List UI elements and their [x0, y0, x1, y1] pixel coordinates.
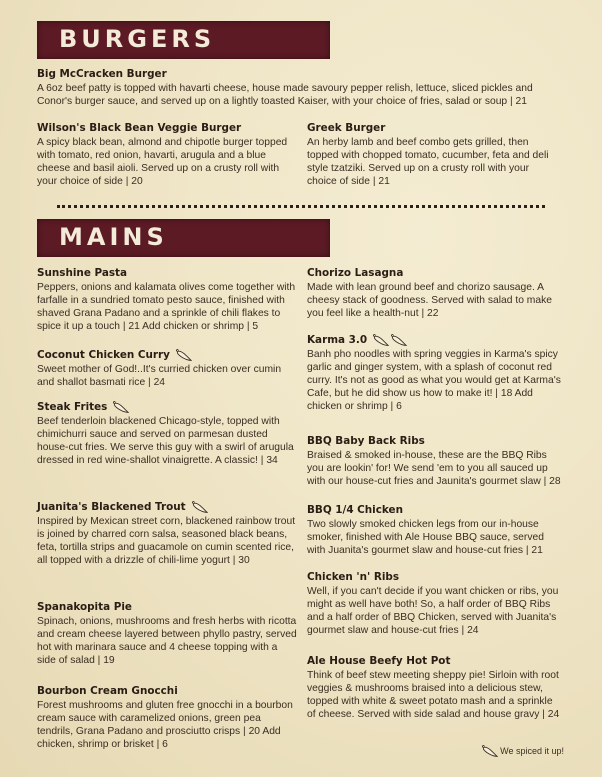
item-desc: Made with lean ground beef and chorizo sausage. A cheesy stack of goodness. Served with salad to make you feel like a health-nut | 22	[307, 282, 552, 319]
item-desc: Two slowly smoked chicken legs from our in-house smoker, finished with Ale House BBQ sauce, served with Juanita's gourmet slaw and house-cut fries | 21	[307, 519, 544, 556]
mains-banner	[37, 219, 330, 257]
chili-pepper-icon	[190, 500, 208, 514]
chili-pepper-icon	[480, 744, 498, 758]
item-desc: Think of beef stew meeting sheppy pie! Sirloin with root veggies & mushrooms braised into a delicious stew, topped with white & sweet potato mash and a sprinkle of cheese. Served with side salad and house gravy | 24	[307, 670, 560, 720]
item-name: Karma 3.0	[307, 333, 368, 346]
menu-item-sunshine-pasta	[37, 266, 299, 333]
item-name: Coconut Chicken Curry	[37, 348, 170, 361]
chili-pepper-icon	[371, 333, 389, 347]
item-name: Big McCracken Burger	[37, 67, 167, 80]
menu-item-veggie-burger	[37, 121, 299, 188]
burgers-title: BURGERS	[59, 25, 216, 53]
item-desc: A 6oz beef patty is topped with havarti cheese, house made savoury pepper relish, lettuce, sliced pickles and Conor's burger sauce, and served up on a lightly toasted Kaiser, with your choice of fries, salad or soup | 21	[37, 83, 533, 107]
item-desc: An herby lamb and beef combo gets grilled, then topped with chopped tomato, cucumber, feta and deli style tzatziki. Served up on a crusty roll with your choice of side | 21	[307, 137, 549, 187]
chili-pepper-icon	[174, 348, 192, 362]
item-name: Juanita's Blackened Trout	[37, 500, 186, 513]
menu-item-big-mccracken	[37, 67, 557, 108]
menu-item-chorizo-lasagna	[307, 266, 562, 320]
menu-item-spanakopita	[37, 600, 299, 667]
burgers-banner	[37, 21, 330, 59]
chili-pepper-icon	[389, 333, 407, 347]
menu-item-karma	[307, 333, 562, 413]
menu-item-quarter-chicken	[307, 503, 562, 557]
item-desc: Beef tenderloin blackened Chicago-style, topped with chimichurri sauce and served on parmesan dusted house-cut fries. We serve this guy with a swirl of arugula dressed in red wine-shallot vinaigrette. A classic! | 34	[37, 416, 294, 466]
item-name: Spanakopita Pie	[37, 600, 132, 613]
item-name: Greek Burger	[307, 121, 386, 134]
item-desc: Banh pho noodles with spring veggies in Karma's spicy garlic and ginger system, with a splash of coconut red curry. It's not as good as what you would get at Karma's Cafe, but he did show us how to make it! | 18 Add chicken or shrimp | 6	[307, 349, 561, 412]
legend-text: We spiced it up!	[500, 746, 564, 756]
item-desc: A spicy black bean, almond and chipotle burger topped with tomato, red onion, havarti, arugula and a blue cheese and basil aioli. Served up on a crusty roll with your choice of side | 20	[37, 137, 288, 187]
menu-item-baby-back-ribs	[307, 434, 562, 488]
item-name: Chorizo Lasagna	[307, 266, 404, 279]
mains-title: MAINS	[59, 223, 168, 251]
section-divider	[57, 205, 545, 208]
menu-item-chicken-n-ribs	[307, 570, 562, 637]
item-name: Bourbon Cream Gnocchi	[37, 684, 178, 697]
item-name: Steak Frites	[37, 400, 108, 413]
item-name: BBQ Baby Back Ribs	[307, 434, 425, 447]
item-desc: Forest mushrooms and gluten free gnocchi in a bourbon cream sauce with caramelized onions, green pea tendrils, Grana Padano and prosciutto crisps | 20 Add chicken, shrimp or brisket | 6	[37, 700, 293, 750]
item-desc: Sweet mother of God!..It's curried chicken over cumin and shallot basmati rice | 24	[37, 364, 282, 388]
spicy-legend	[480, 744, 564, 758]
menu-item-beefy-hot-pot	[307, 654, 562, 721]
menu-item-bourbon-gnocchi	[37, 684, 299, 751]
item-desc: Braised & smoked in-house, these are the BBQ Ribs you are lookin' for! We send 'em to you all sauced up with our house-cut fries and Jaunita's gourmet slaw | 28	[307, 450, 561, 487]
item-desc: Spinach, onions, mushrooms and fresh herbs with ricotta and cream cheese layered between phyllo pastry, served hot with marinara sauce and 4 cheese topping with a side of salad | 19	[37, 616, 297, 666]
item-name: Ale House Beefy Hot Pot	[307, 654, 451, 667]
item-desc: Inspired by Mexican street corn, blackened rainbow trout is joined by charred corn salsa, seasoned black beans, feta, tortilla strips and guacamole on cumin scented rice, all topped with a drizzle of chili-lime yogurt | 30	[37, 516, 296, 566]
menu-item-greek-burger	[307, 121, 557, 188]
item-desc: Well, if you can't decide if you want chicken or ribs, you might as well have both! So, a half order of BBQ Ribs and a half order of BBQ Chicken, served with Juanita's gourmet slaw and house-cut fries | 24	[307, 586, 559, 636]
item-name: BBQ 1/4 Chicken	[307, 503, 403, 516]
menu-item-coconut-curry	[37, 348, 299, 389]
chili-pepper-icon	[111, 400, 129, 414]
item-name: Chicken 'n' Ribs	[307, 570, 399, 583]
item-desc: Peppers, onions and kalamata olives come together with farfalle in a sundried tomato pesto sauce, finished with shaved Grana Padano and a sprinkle of chili flakes to spice it up a touch | 21 Add chicken or shrimp | 5	[37, 282, 296, 332]
item-name: Sunshine Pasta	[37, 266, 127, 279]
item-name: Wilson's Black Bean Veggie Burger	[37, 121, 242, 134]
menu-item-steak-frites	[37, 400, 299, 467]
menu-item-blackened-trout	[37, 500, 299, 567]
